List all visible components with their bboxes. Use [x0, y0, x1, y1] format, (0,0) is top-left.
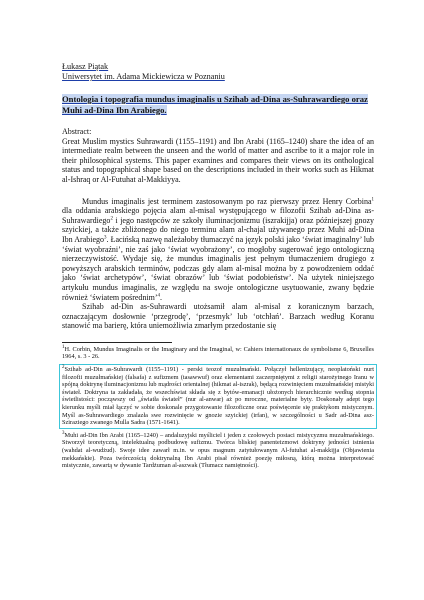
footnote-1-text: H. Corbin, Mundus Imaginalis or the Imaginary and the Imaginal, w: Cahiers internationaux de symbolisme 6, Bruxelles 1964, s. 3 - 26. — [62, 345, 374, 361]
footnote-ref-4[interactable]: 4 — [157, 292, 161, 298]
paper-title-text: Ontologia i topografia mundus imaginalis u Szihab ad-Dina as-Suhrawardiego oraz Muhi ad-Dina Ibn Arabiego. — [62, 94, 368, 115]
body-paragraph-2: Szihab ad-Din as-Suhrawardi utożsamił alam al-misal z koranicznym barzach, oznaczającym dosłownie ‘przegrodę’, ‘przesmyk’ lub ‘otchłań’. Barzach według Koranu stanowić ma barierę, która uniemożliwia zmarłym przedostanie się — [62, 302, 374, 331]
para1-part-e: . — [160, 292, 163, 302]
paper-title — [62, 94, 374, 115]
affiliation — [62, 72, 374, 82]
footnote-separator — [62, 342, 172, 343]
author-name — [62, 62, 374, 72]
footnote-1 — [62, 346, 374, 361]
affiliation-text: Uniwersytet im. Adama Mickiewicza w Poznaniu — [62, 72, 225, 81]
para1-part-c: i jego następców ze szkoły iluminacjonizmu (iszrakijja) oraz późniejszej gnozy szyickiej, a także zbliżonego do niego terminu alam al-chajal używanego przez Muhi ad-Dina Ibn Arabiego — [62, 215, 374, 244]
footnote-3-text: Muhi ad-Din Ibn Arabi (1165–1240) – andaluzyjski myśliciel i jeden z czołowych postaci mistycyzmu muzułmańskiego. Stworzył teoretyczną, intelektualną podbudowę sufizmu. Twórca bliskiej panenteizmowi doktryny jedności istnienia (wahdat al-wudżud). Swoje idee zawarł m.in. w opus magnum zatytułowanym Al-futuhat al-makkijja (Objawienia mekkańskie). Poza twórczością doktrynalną Ibn Arabi pisał również poezję miłosną, którą można interpretować mistycznie, zawartą w dywanie Tardżuman al-aszwak (Tłumacz namiętności). — [62, 431, 374, 470]
author-name-text: Łukasz Piątak — [62, 62, 109, 71]
footnote-3-number: 3 — [62, 430, 65, 436]
para1-part-b: dla oddania arabskiego pojęcia alam al-misal występującego w filozofii Szihab ad-Dina as-Suhrawardiego — [62, 206, 374, 225]
footnote-ref-3[interactable]: 3 — [104, 235, 107, 241]
para1-part-d: . Łacińską nazwę należałoby tłumaczyć na język polski jako ‘świat imaginalny’ lub ‘świat wyobraźni’, nie zaś jako ‘świat wyobrażony’, co mogłoby sugerować jego ontologiczną nierzeczywistość. Wydaje się, że mundus imaginalis jest pełnym tłumaczeniem drugiego z powyższych arabskich terminów, podczas gdy alam al-misal można by z powodzeniem oddać jako ‘świat archetypów’, ‘świat obrazów’ lub ‘świat podobieństw’. Na użytek niniejszego artykułu mundus imaginalis, ze względu na swoje ontologiczne usytuowanie, zwany będzie również ‘światem pośrednim’ — [62, 234, 374, 302]
body-paragraph-1 — [62, 197, 374, 303]
footnote-ref-2[interactable]: 2 — [110, 216, 113, 222]
footnote-2-number: 2 — [62, 364, 65, 370]
footnote-2-text: Szihab ad-Din as-Suhrawardi (1155–1191) - perski teozof muzułmański. Połączył hellenizujący, neoplatoński nurt filozofii muzułmańskiej (falsafa) z sufizmem (tasawwuf) oraz elementami zaczerpniętymi z religii starożytnego Iranu w spójną doktrynę iluminacjonizmu lub mądrości orientalnej (hikmat al-iszrak), będącą rozwinięciem muzułmańskiej mistyki świateł. Doktryna ta zakładała, że wszechświat składa się z bytów-emanacji ułożonych hierarchicznie według stopnia świetlistości: począwszy od „światła świateł” (nur al-anwar) aż po mroczne, materialne byty. Doskonały adept tego kierunku myśli miał łączyć w sobie doskonale przygotowanie filozoficzne oraz poświęcenie się praktykom mistycznym. Myśl as-Suhrawardiego znalazła swe rozwinięcie w gnozie szyickiej (irfan), w szczególności u Sadr ad-Dina asz-Sziraziego zwanego Mulla Sadra (1571-1641). — [62, 366, 374, 427]
abstract-label: Abstract: — [62, 127, 92, 136]
page — [62, 62, 374, 470]
main-body — [62, 197, 374, 331]
abstract-text: Great Muslim mystics Suhrawardi (1155–1191) and Ibn Arabi (1165–1240) share the idea of an intermediate realm between the unseen and the world of matter and ascribe to it a major role in their philosophical systems. This paper examines and compares their views on its onthological status and topographical shape based on the descriptions included in their works such as Hikmat al-Ishraq or Al-Futuhat al-Makkiyya. — [62, 136, 374, 184]
footnote-2 — [59, 364, 377, 429]
footnote-1-number: 1 — [62, 344, 65, 350]
para1-part-a: Mundus imaginalis jest terminem zastosowanym po raz pierwszy przez Henry Corbina — [82, 196, 372, 206]
footnote-ref-1[interactable]: 1 — [371, 196, 374, 202]
footnote-3 — [62, 432, 374, 470]
